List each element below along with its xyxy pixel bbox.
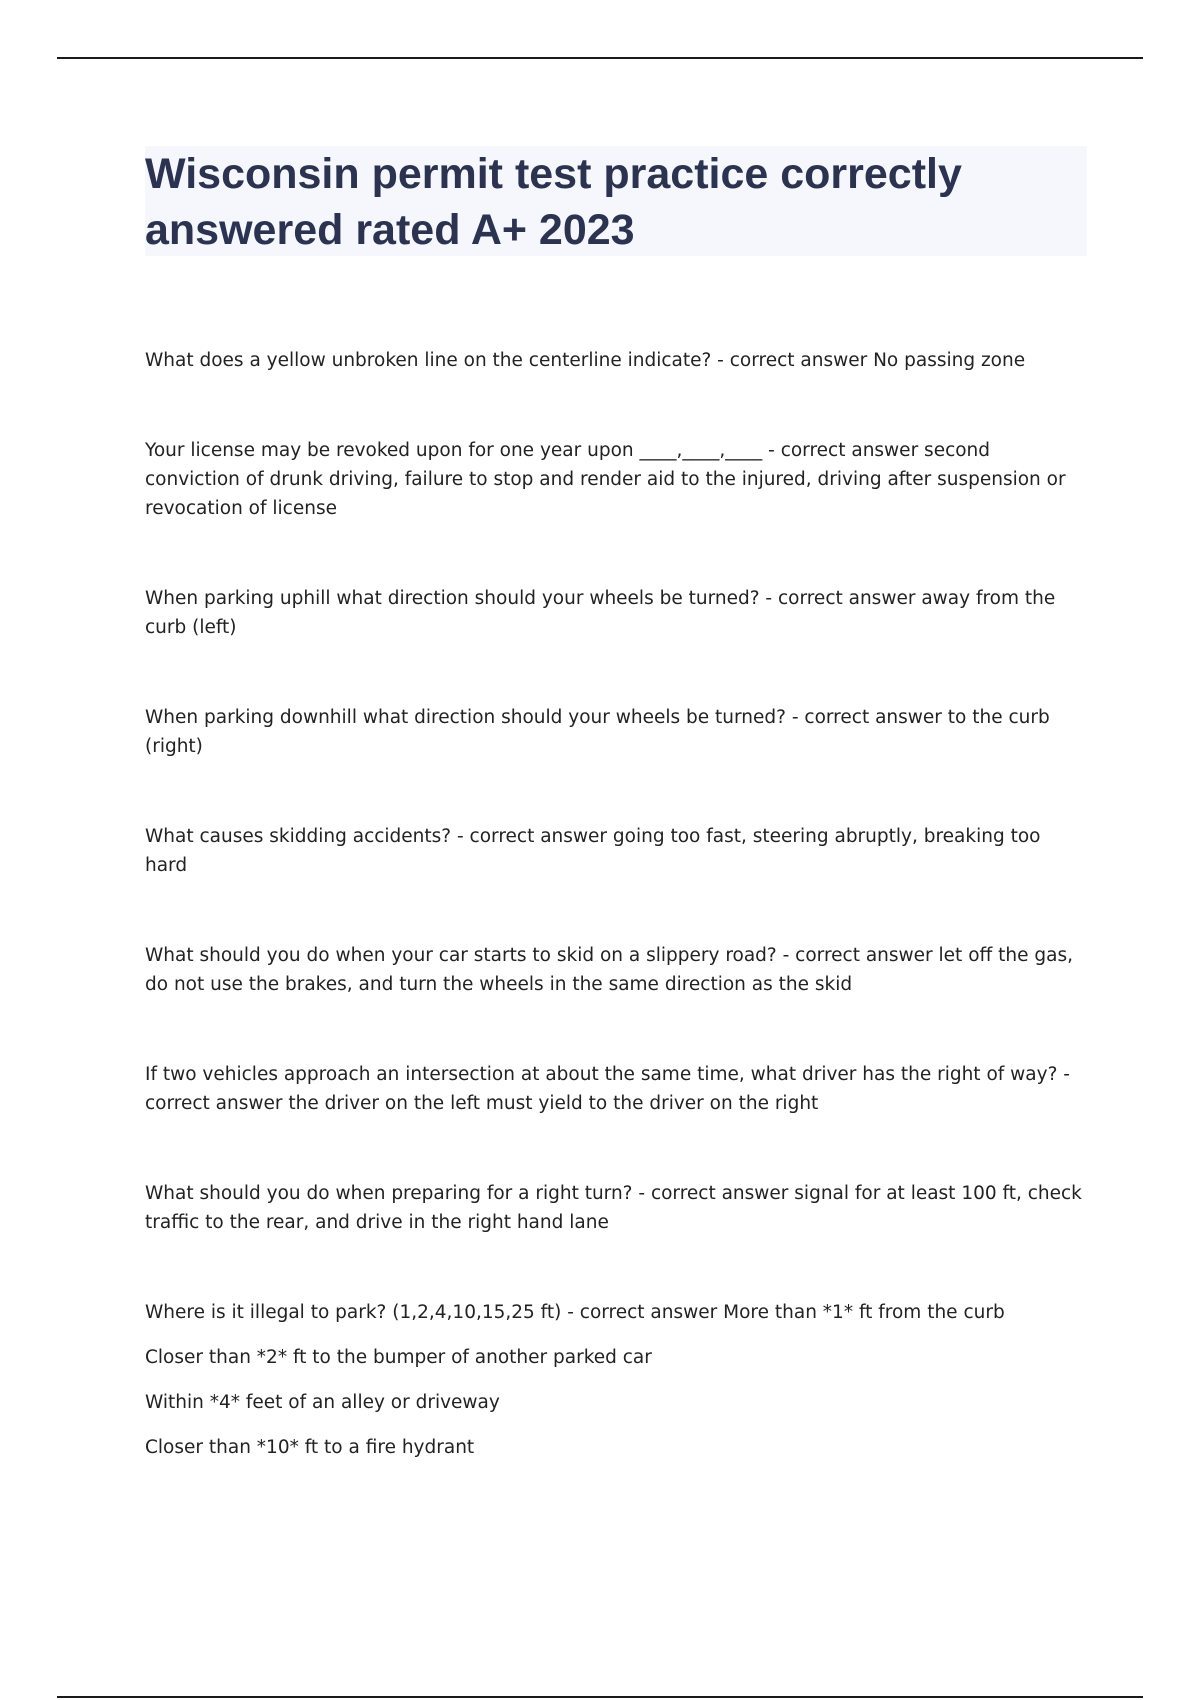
top-rule	[57, 57, 1143, 59]
answer-continuation-line-1: Closer than *2* ft to the bumper of another parked car	[145, 1347, 652, 1368]
bottom-rule	[57, 1696, 1143, 1698]
qa-item-5: What causes skidding accidents? - correct answer going too fast, steering abruptly, breaking too hard	[145, 826, 1041, 876]
qa-item-3: When parking uphill what direction should your wheels be turned? - correct answer away from the curb (left)	[145, 588, 1056, 638]
qa-item-2: Your license may be revoked upon for one year upon ____,____,____ - correct answer second conviction of drunk driving, failure to stop and render aid to the injured, driving after suspension or revocation of license	[145, 440, 1066, 519]
document-body	[145, 346, 1085, 1478]
qa-item-7: If two vehicles approach an intersection at about the same time, what driver has the right of way? - correct answer the driver on the left must yield to the driver on the right	[145, 1064, 1070, 1114]
answer-continuation-line-2: Within *4* feet of an alley or driveway	[145, 1392, 500, 1413]
qa-item-6: What should you do when your car starts to skid on a slippery road? - correct answer let off the gas, do not use the brakes, and turn the wheels in the same direction as the skid	[145, 945, 1073, 995]
document-title: Wisconsin permit test practice correctly answered rated A+ 2023	[145, 150, 962, 254]
qa-item-9: Where is it illegal to park? (1,2,4,10,15,25 ft) - correct answer More than *1* ft from the curb	[145, 1302, 1005, 1323]
answer-continuation-line-3: Closer than *10* ft to a fire hydrant	[145, 1437, 475, 1458]
qa-item-1: What does a yellow unbroken line on the centerline indicate? - correct answer No passing zone	[145, 350, 1026, 371]
qa-item-4: When parking downhill what direction should your wheels be turned? - correct answer to the curb (right)	[145, 707, 1050, 757]
title-block	[145, 146, 1087, 256]
qa-item-8: What should you do when preparing for a right turn? - correct answer signal for at least 100 ft, check traffic to the rear, and drive in the right hand lane	[145, 1183, 1082, 1233]
